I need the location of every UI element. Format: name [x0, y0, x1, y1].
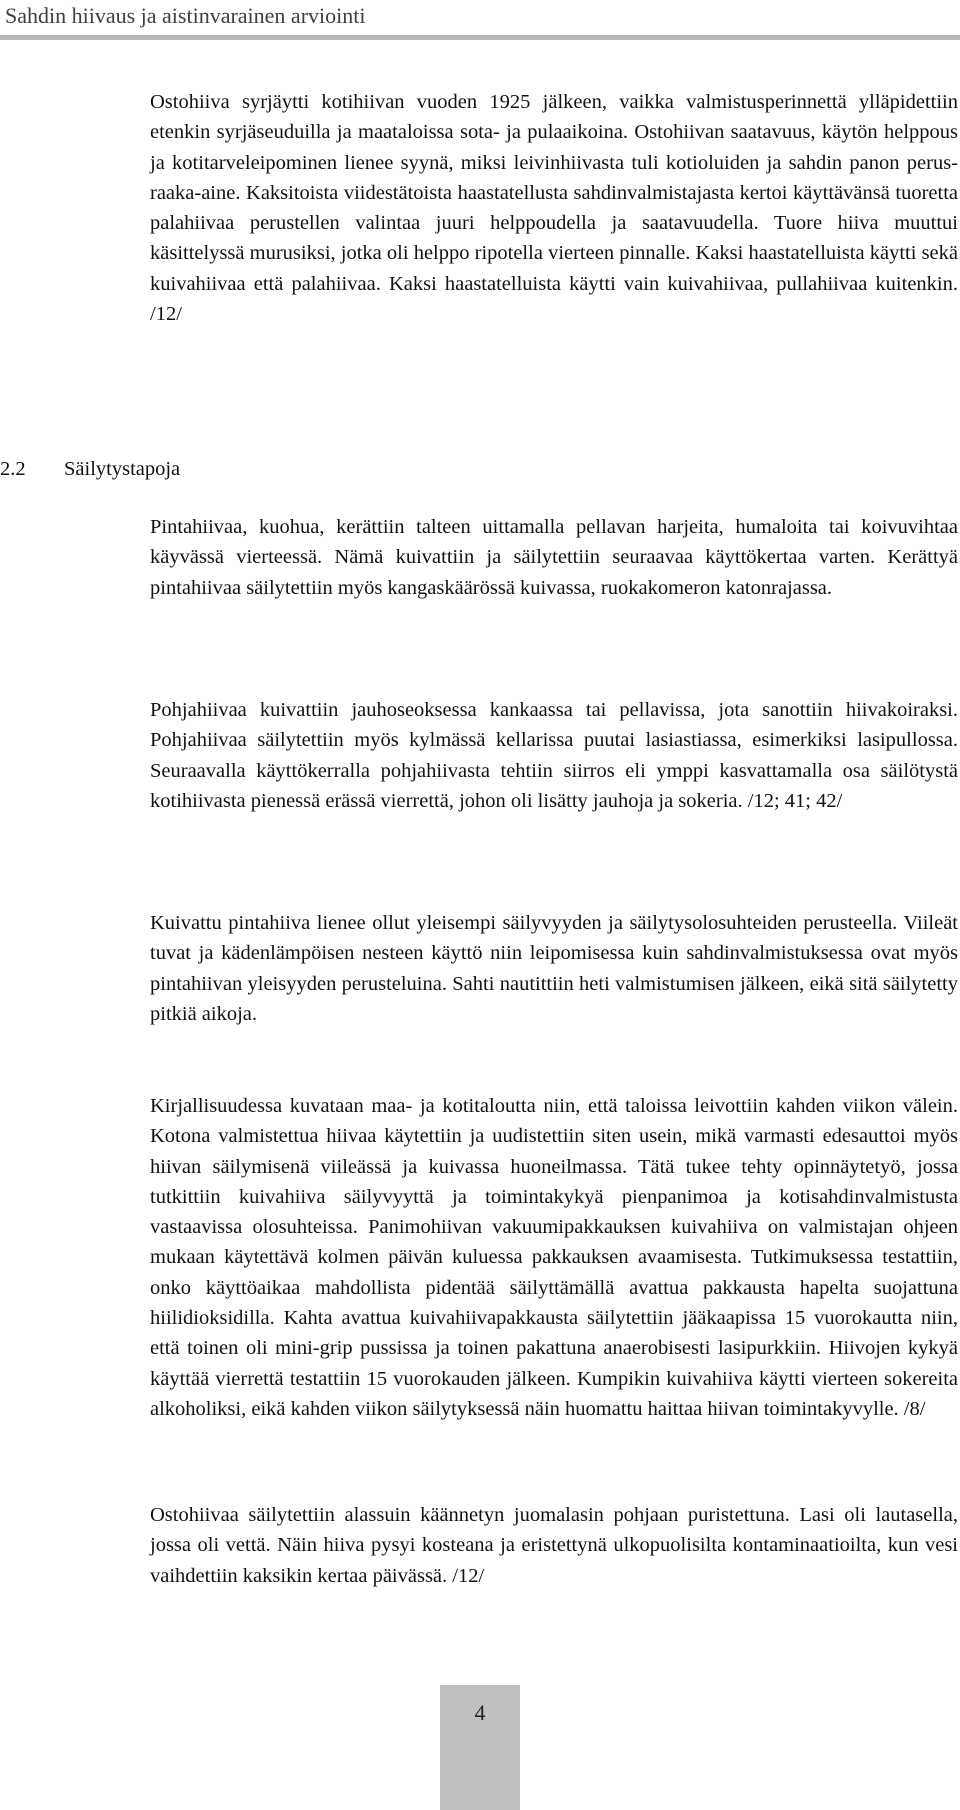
paragraph-ostohiivan-sailytys: Ostohiivaa säilytettiin alassuin käännetyn juomalasin pohjaan puristettuna. Lasi oli lautasella, jossa oli vettä. Näin hiiva pysyi kosteana ja eristettynä ulkopuolisilta kontaminaatioilta, kun vesi vaihdettiin kaksikin kertaa päivässä. /12/ — [150, 1504, 958, 1587]
paragraph-pohjahiiva: Pohjahiivaa kuivattiin jauhoseoksessa kankaassa tai pellavissa, jota sanottiin hiivakoiraksi. Pohjahiivaa säilytettiin myös kylmässä kellarissa puutai lasiastiassa, esimerkiksi lasipullossa. Seuraavalla käyttökerralla pohjahiivasta tehtiin siirros eli ymppi kasvattamalla osa säilötystä kotihiivasta pienessä erässä vierrettä, johon oli lisätty jauhoja ja sokeria. /12; 41; 42/ — [150, 699, 958, 812]
page-number-box — [440, 1685, 520, 1810]
running-header — [0, 0, 960, 40]
paragraph-ostohiiva-history: Ostohiiva syrjäytti kotihiivan vuoden 1925 jälkeen, vaikka valmistusperinnettä ylläpidettiin etenkin syrjäseuduilla ja maataloissa sota- ja pulaaikoina. Ostohiivan saatavuus, käytön helppous ja kotitarveleipominen lienee syynä, miksi leivinhiivasta tuli kotioluiden ja sahdin panon perusraaka-aine. Kaksitoista viidestätoista haastatellusta sahdinvalmistajasta kertoi käyttävänsä tuoretta palahiivaa perustellen valintaa juuri helppoudella ja saatavuudella. Tuore hiiva muuttui käsittelyssä murusiksi, jotka oli helppo ripotella vierteen pinnalle. Kaksi haastatelluista käytti sekä kuivahiivaa että palahiivaa. Kaksi haastatelluista käytti vain kuivahiivaa, pullahiivaa kuitenkin. /12/ — [150, 91, 958, 326]
page-number: 4 — [474, 1700, 486, 1725]
document-title: Sahdin hiivaus ja aistinvarainen arviointi — [5, 3, 366, 28]
section-number: 2.2 — [0, 458, 26, 480]
section-heading — [0, 458, 180, 481]
paragraph-kirjallisuus: Kirjallisuudessa kuvataan maa- ja kotitaloutta niin, että taloissa leivottiin kahden viikon välein. Kotona valmistettua hiivaa käytettiin ja uudistettiin siten usein, mikä varmasti edesauttoi myös hiivan säilymisenä viileässä ja kuivassa huoneilmassa. Tätä tukee tehty opinnäytetyö, jossa tutkittiin kuivahiiva säilyvyyttä ja toimintakykyä pienpanimoa ja kotisahdinvalmistusta vastaavissa olosuhteissa. Panimohiivan vakuumipakkauksen kuivahiiva on valmistajan ohjeen mukaan käytettävä kolmen päivän kuluessa pakkauksen avaamisesta. Tutkimuksessa testattiin, onko käyttöaikaa mahdollista pidentää säilyttämällä avattua pakkausta hapelta suojattuna hiilidioksidilla. Kahta avattua kuivahiivapakkausta säilytettiin jääkaapissa 15 vuorokautta niin, että toinen oli mini-grip pussissa ja toinen pakattuna anaerobisesti lasipurkkiin. Hiivojen kykyä käyttää vierrettä testattiin 15 vuorokauden jälkeen. Kumpikin kuivahiiva käytti vierteen sokereita alkoholiksi, eikä kahden viikon säilytyksessä näin huomattu haittaa hiivan toimintakyvylle. /8/ — [150, 1095, 958, 1420]
section-title: Säilytystapoja — [64, 458, 181, 480]
paragraph-pintahiiva: Pintahiivaa, kuohua, kerättiin talteen uittamalla pellavan harjeita, humaloita tai koivuvihtaa käyvässä vierteessä. Nämä kuivattiin ja säilytettiin seuraavaa käyttökertaa varten. Kerättyä pintahiivaa säilytettiin myös kangaskäärössä kuivassa, ruokakomeron katonrajassa. — [150, 516, 958, 599]
paragraph-kuivattu-pintahiiva: Kuivattu pintahiiva lienee ollut yleisempi säilyvyyden ja säilytysolosuhteiden perusteella. Viileät tuvat ja kädenlämpöisen nesteen käyttö niin leipomisessa kuin sahdinvalmistuksessa ovat myös pintahiivan yleisyyden perusteluina. Sahti nautittiin heti valmistumisen jälkeen, eikä sitä säilytetty pitkiä aikoja. — [150, 912, 958, 1025]
